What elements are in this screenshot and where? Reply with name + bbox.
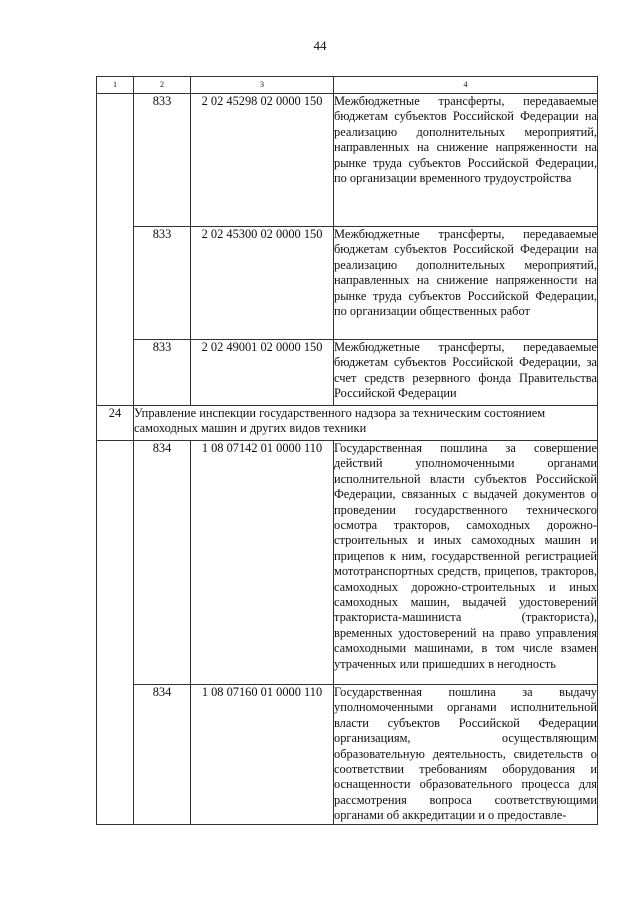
section-row	[97, 406, 598, 441]
income-code-cell: 2 02 45300 02 0000 150	[191, 227, 334, 340]
income-code-cell: 1 08 07160 01 0000 110	[191, 685, 334, 825]
income-description: Государственная пошлина за выдачу уполномоченными органами исполнительной власти субъектов Российской Федерации организациям, осуществляющим образовательную деятельность, свидетельств о соответствии требованиям оборудования и оснащенности образовательного процесса для рассмотрения вопроса соответствующими органами об аккредитации и о предоставле-	[334, 685, 597, 823]
table-row	[97, 340, 598, 406]
column-header-2: 2	[134, 77, 191, 94]
column-header-3: 3	[191, 77, 334, 94]
income-code-cell: 1 08 07142 01 0000 110	[191, 441, 334, 685]
income-code-cell: 2 02 45298 02 0000 150	[191, 94, 334, 227]
section-number: 24	[97, 406, 134, 441]
income-description: Межбюджетные трансферты, передаваемые бюджетам субъектов Российской Федерации на реализацию дополнительных мероприятий, направленных на снижение напряженности на рынке труда субъектов Российской Федерации, по организации общественных работ	[334, 227, 597, 319]
table-row	[97, 227, 598, 340]
table-header-row	[97, 77, 598, 94]
column-header-4: 4	[334, 77, 598, 94]
page-number: 44	[313, 38, 327, 53]
income-description: Межбюджетные трансферты, передаваемые бюджетам субъектов Российской Федерации на реализацию дополнительных мероприятий, направленных на снижение напряженности на рынке труда субъектов Российской Федерации, по организации временного трудоустройства	[334, 94, 597, 186]
income-codes-table	[96, 76, 598, 825]
section-title-cell	[134, 406, 598, 441]
income-code-cell: 2 02 49001 02 0000 150	[191, 340, 334, 406]
admin-code-cell: 833	[134, 94, 191, 227]
income-description-cell	[334, 441, 598, 685]
admin-code-cell: 833	[134, 340, 191, 406]
income-description-cell	[334, 94, 598, 227]
income-description-cell	[334, 685, 598, 825]
income-description-cell	[334, 227, 598, 340]
table-row	[97, 441, 598, 685]
table-row	[97, 685, 598, 825]
column-header-1: 1	[97, 77, 134, 94]
admin-code-cell: 834	[134, 685, 191, 825]
group-number-cell	[97, 441, 134, 825]
income-description-cell	[334, 340, 598, 406]
section-title: Управление инспекции государственного надзора за техническим состоянием самоходных машин и других видов техники	[134, 406, 546, 436]
table-row	[97, 94, 598, 227]
admin-code-cell: 834	[134, 441, 191, 685]
admin-code-cell: 833	[134, 227, 191, 340]
group-number-cell	[97, 94, 134, 406]
income-description: Государственная пошлина за совершение действий уполномоченными органами исполнительной власти субъектов Российской Федерации, связанных с выдачей документов о проведении государственного технического осмотра тракторов, самоходных дорожно-строительных и иных самоходных машин и прицепов к ним, государственной регистрацией мототранспортных средств, прицепов, тракторов, самоходных дорожно-строительных и иных самоходных машин, выдачей удостоверений тракториста-машиниста (тракториста), временных удостоверений на право управления самоходными машинами, в том числе взамен утраченных или пришедших в негодность	[334, 441, 597, 671]
income-description: Межбюджетные трансферты, передаваемые бюджетам субъектов Российской Федерации, за счет средств резервного фонда Правительства Российской Федерации	[334, 340, 597, 401]
